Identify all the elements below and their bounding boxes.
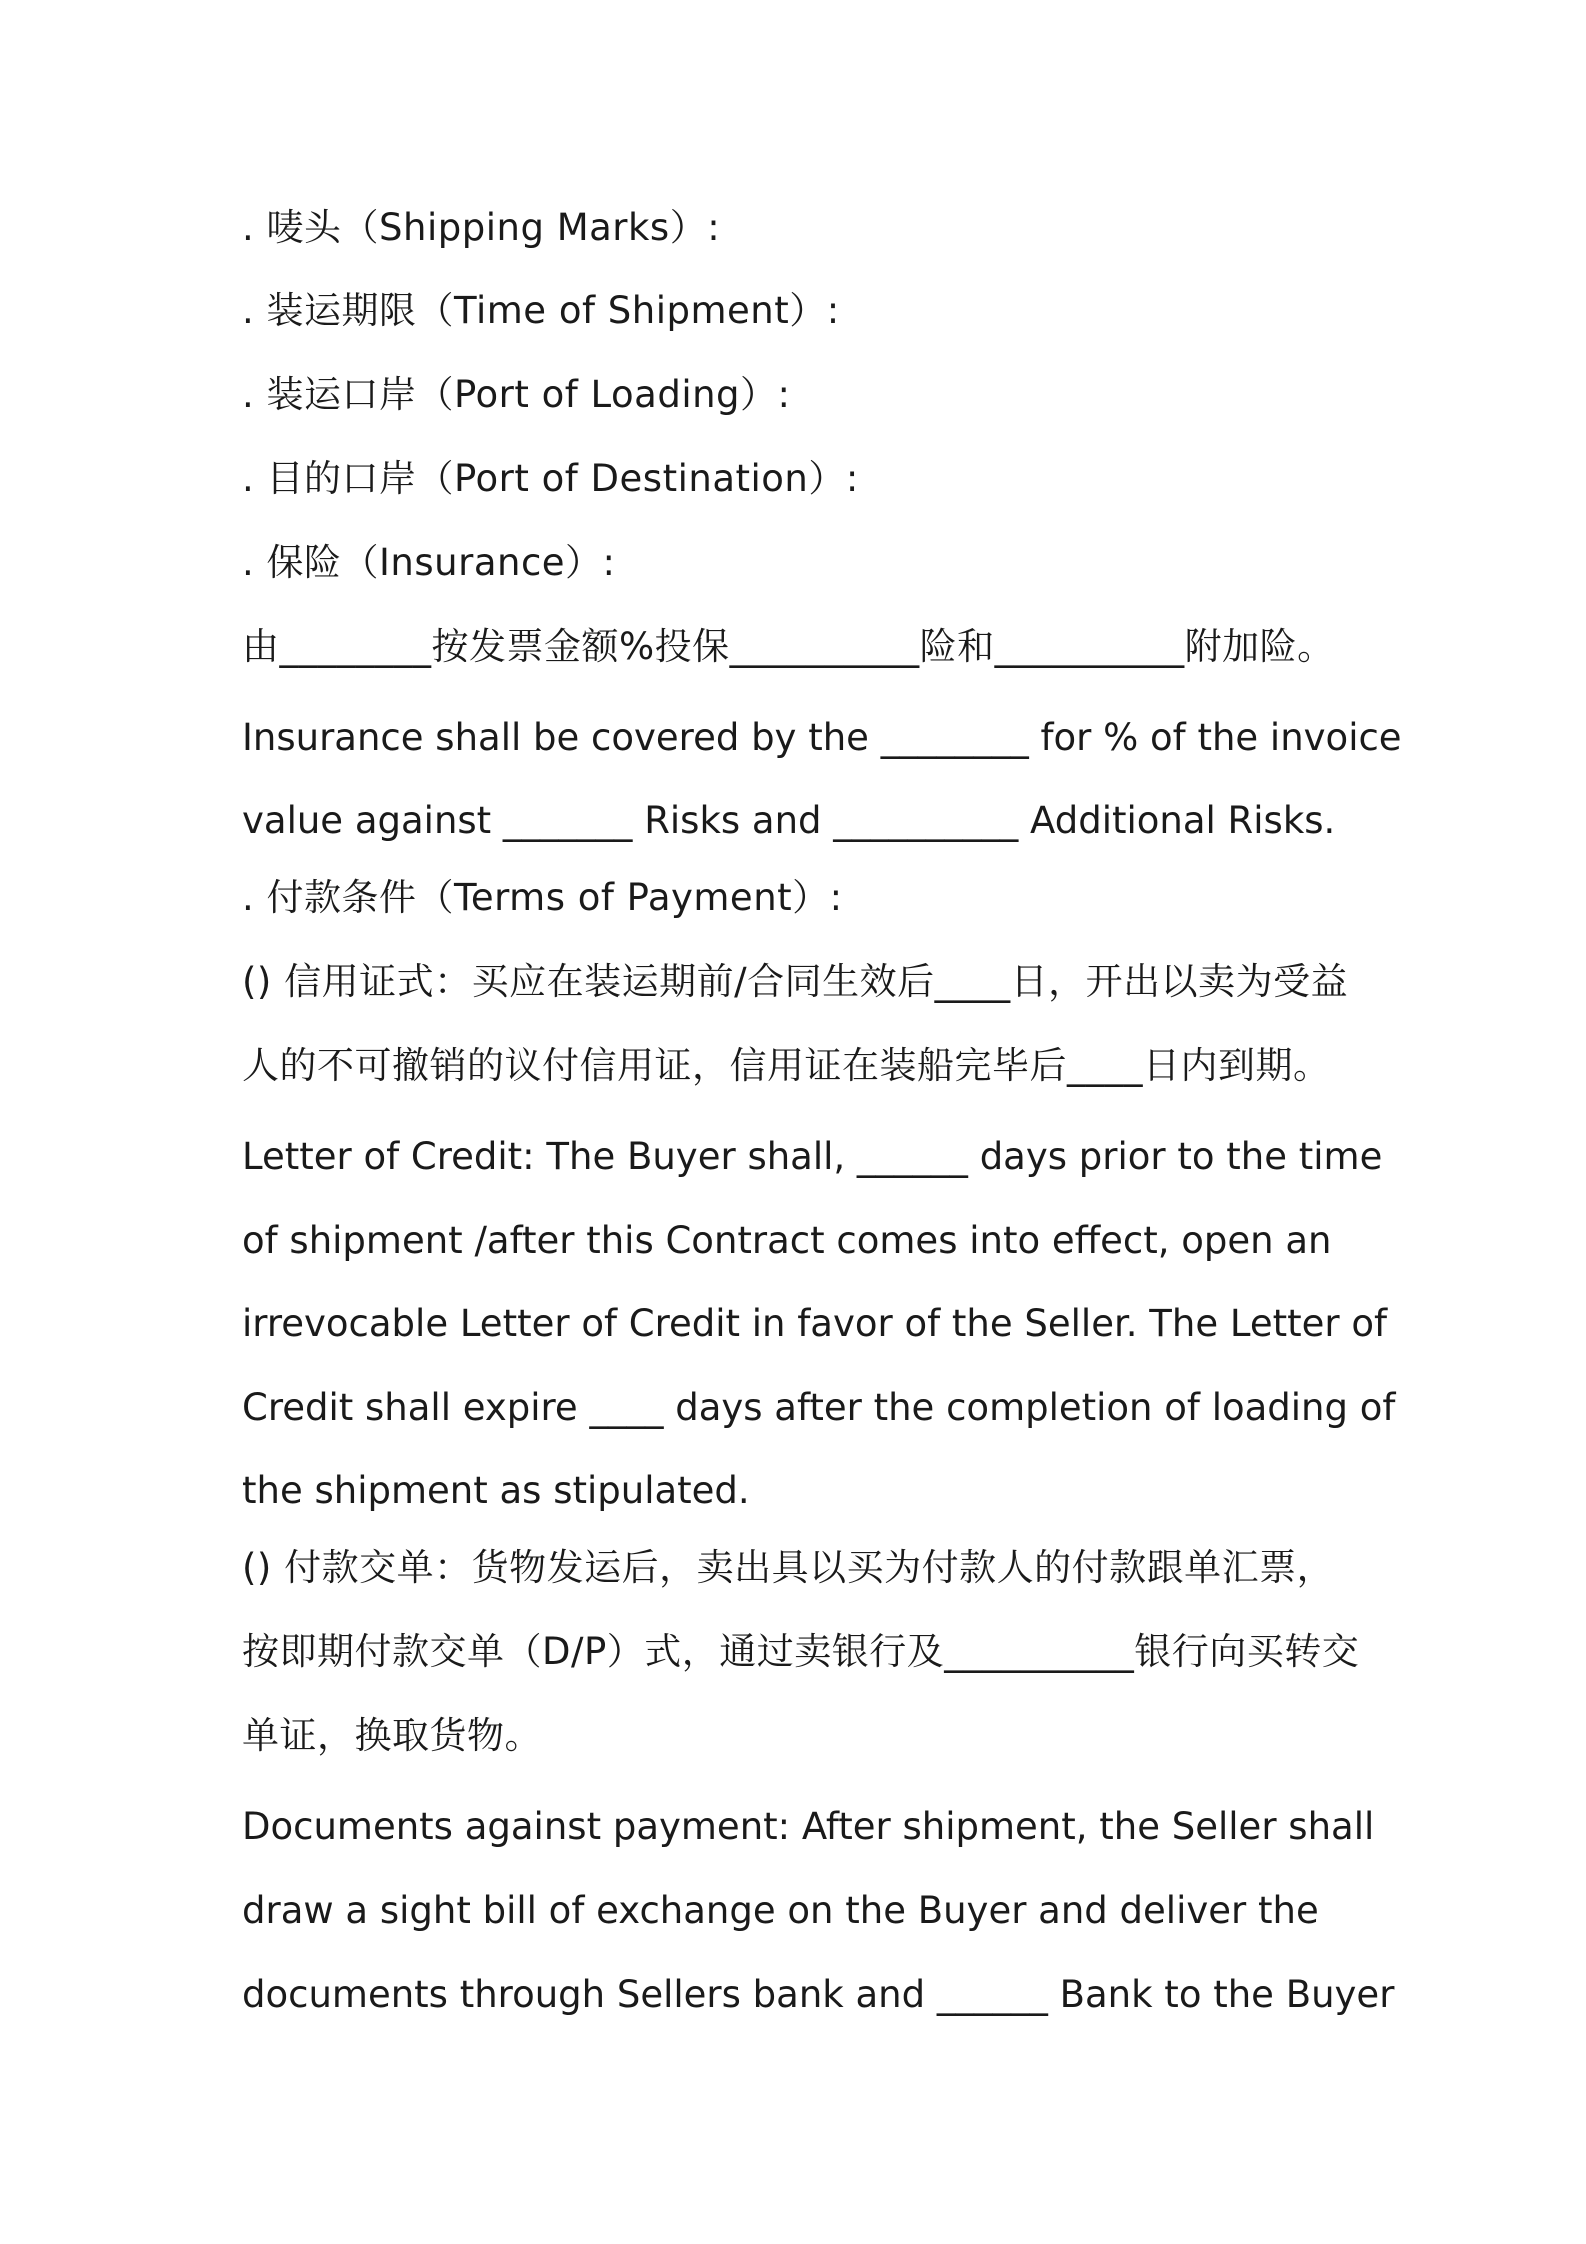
dp-cn-line-1: () 付款交单：货物发运后，卖出具以买为付款人的付款跟单汇票， bbox=[242, 1546, 1335, 1589]
dp-en-line-1: Documents against payment: After shipment, the Seller shall bbox=[242, 1805, 1375, 1848]
lc-en-line-2: of shipment /after this Contract comes into effect, open an bbox=[242, 1219, 1332, 1262]
clause-time-of-shipment: . 装运期限（Time of Shipment）: bbox=[242, 289, 840, 332]
lc-cn-line-2: 人的不可撤销的议付信用证，信用证在装船完毕后____日内到期。 bbox=[242, 1044, 1331, 1087]
clause-port-of-loading: . 装运口岸（Port of Loading）: bbox=[242, 373, 791, 416]
insurance-en-line-1: Insurance shall be covered by the ________ for % of the invoice bbox=[242, 716, 1402, 759]
clause-port-of-destination: . 目的口岸（Port of Destination）: bbox=[242, 457, 859, 500]
insurance-cn-text: 由________按发票金额%投保__________险和__________附加险。 bbox=[242, 625, 1335, 668]
dp-en-line-3: documents through Sellers bank and ______ Bank to the Buyer bbox=[242, 1973, 1395, 2016]
lc-en-line-3: irrevocable Letter of Credit in favor of the Seller. The Letter of bbox=[242, 1302, 1388, 1345]
clause-insurance: . 保险（Insurance）: bbox=[242, 541, 616, 584]
insurance-en-line-2: value against _______ Risks and __________ Additional Risks. bbox=[242, 799, 1336, 842]
lc-en-line-1: Letter of Credit: The Buyer shall, ______ days prior to the time bbox=[242, 1135, 1383, 1178]
clause-terms-of-payment: . 付款条件（Terms of Payment）: bbox=[242, 876, 843, 919]
dp-cn-line-2: 按即期付款交单（D/P）式，通过卖银行及__________银行向买转交 bbox=[242, 1630, 1360, 1673]
dp-cn-line-3: 单证，换取货物。 bbox=[242, 1714, 542, 1757]
lc-cn-line-1: () 信用证式：买应在装运期前/合同生效后____日，开出以卖为受益 bbox=[242, 960, 1349, 1003]
dp-en-line-2: draw a sight bill of exchange on the Buyer and deliver the bbox=[242, 1889, 1319, 1932]
lc-en-line-5: the shipment as stipulated. bbox=[242, 1469, 750, 1512]
lc-en-line-4: Credit shall expire ____ days after the completion of loading of bbox=[242, 1386, 1396, 1429]
clause-shipping-marks: . 唛头（Shipping Marks）: bbox=[242, 206, 721, 249]
